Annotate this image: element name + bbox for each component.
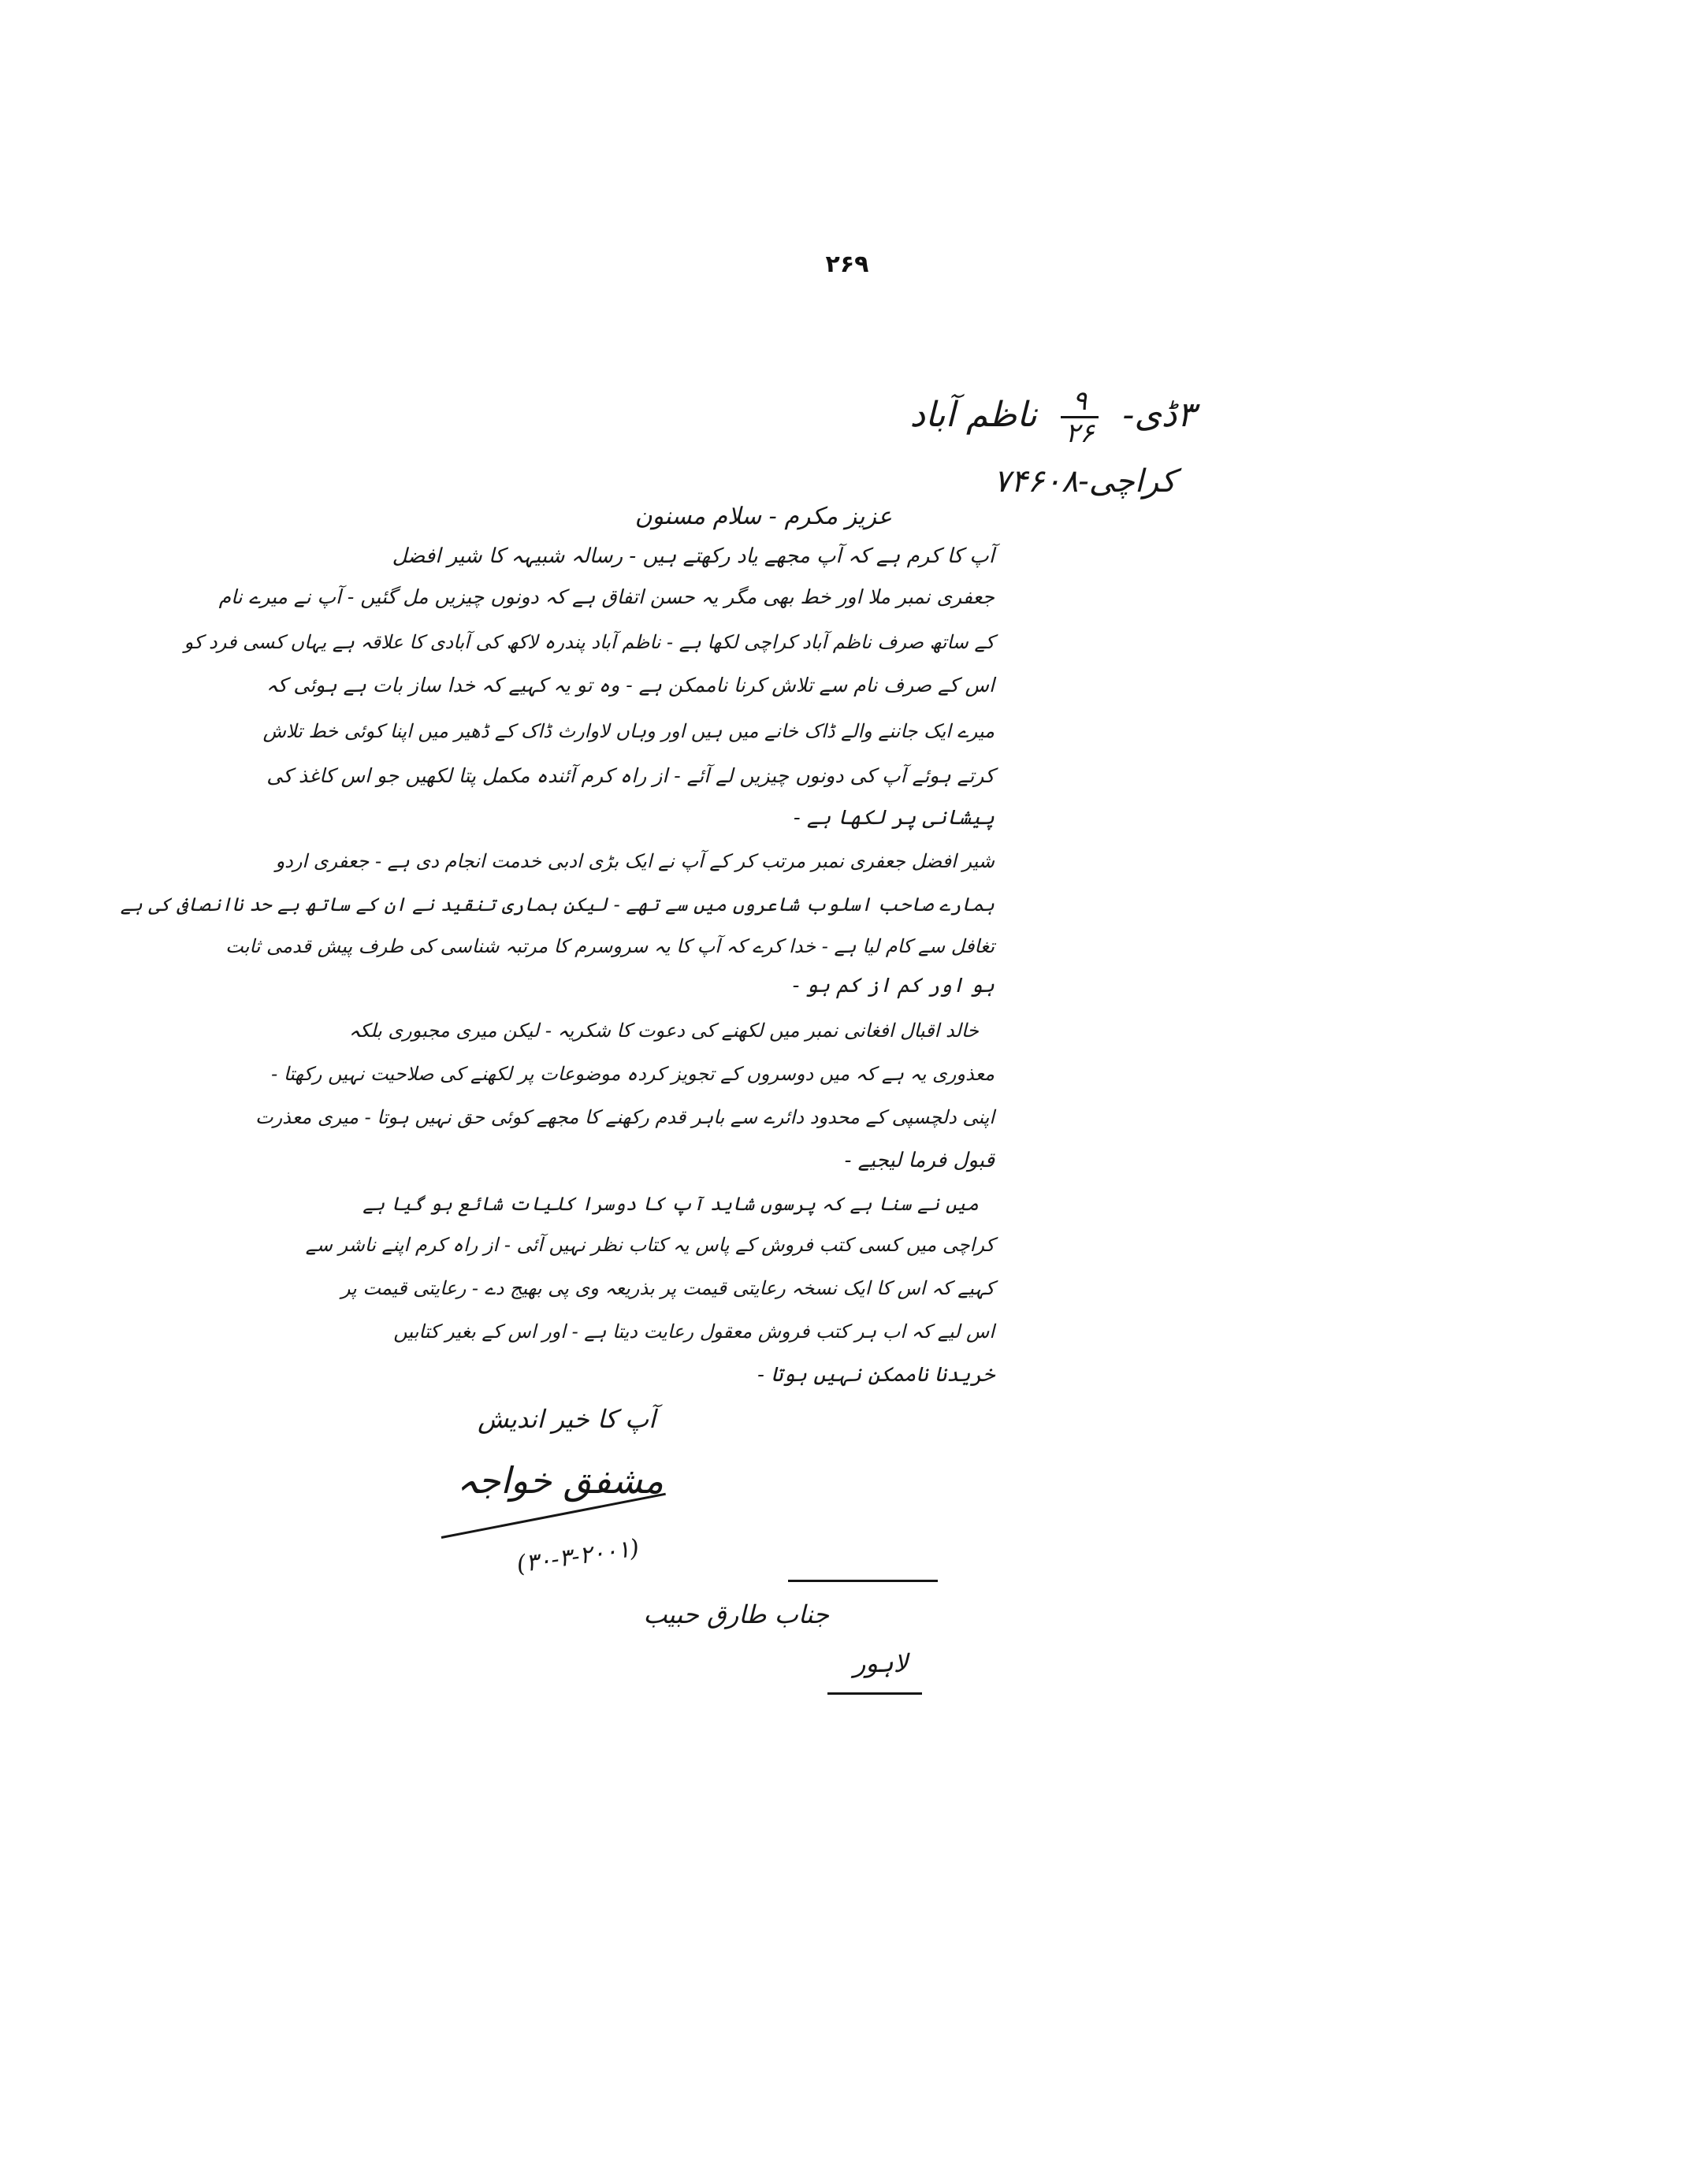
body-line: جعفری نمبر ملا اور خط بھی مگر یہ حسن اتفاق ہے کہ دونوں چیزیں مل گئیں - آپ نے میرے نام xyxy=(218,585,995,608)
body-line: اس لیے کہ اب ہر کتب فروش معقول رعایت دیتا ہے - اور اس کے بغیر کتابیں xyxy=(393,1320,995,1343)
body-line: کراچی میں کسی کتب فروش کے پاس یہ کتاب نظر نہیں آئی - از راہ کرم اپنے ناشر سے xyxy=(305,1234,995,1256)
recipient-name: جناب طارق حبیب xyxy=(643,1599,829,1629)
recipient-city: لاہور xyxy=(853,1648,908,1678)
body-line: خالد اقبال افغانی نمبر میں لکھنے کی دعوت کا شکریہ - لیکن میری مجبوری بلکہ xyxy=(348,1020,979,1042)
page-number: ۲۶۹ xyxy=(825,251,869,278)
body-line: کرتے ہوئے آپ کی دونوں چیزیں لے آئے - از راہ کرم آئندہ مکمل پتا لکھیں جو اس کاغذ کی xyxy=(266,764,995,787)
body-line: قبول فرما لیجیے - xyxy=(844,1149,995,1172)
plot-denominator: ۲۶ xyxy=(1065,418,1095,449)
body-line: کہیے کہ اس کا ایک نسخہ رعایتی قیمت پر بذریعہ وی پی بھیج دے - رعایتی قیمت پر xyxy=(340,1277,995,1299)
sender-address-city: کراچی-۷۴۶۰۸ xyxy=(993,463,1176,500)
recipient-city-underline xyxy=(827,1692,922,1695)
body-line: میں نے سنا ہے کہ پرسوں شاید آپ کا دوسرا کلیات شائع ہو گیا ہے xyxy=(363,1193,979,1215)
body-line: خریدنا ناممکن نہیں ہوتا - xyxy=(757,1363,995,1387)
body-line: کے ساتھ صرف ناظم آباد کراچی لکھا ہے - ناظم آباد پندرہ لاکھ کی آبادی کا علاقہ ہے یہاں کسی فرد کو xyxy=(184,631,995,653)
plot-number-fraction xyxy=(1061,386,1099,448)
letter-date: (۳۰-۳-۲۰۰۱) xyxy=(515,1534,641,1579)
body-line: میرے ایک جاننے والے ڈاک خانے میں ہیں اور وہاں لاوارث ڈاک کے ڈھیر میں اپنا کوئی خط تلاش xyxy=(262,720,995,742)
body-line: شیر افضل جعفری نمبر مرتب کر کے آپ نے ایک بڑی ادبی خدمت انجام دی ہے - جعفری اردو xyxy=(275,850,995,872)
body-line: پیشانی پر لکھا ہے - xyxy=(793,806,995,830)
salutation: عزیز مکرم - سلام مسنون xyxy=(634,503,892,530)
recipient-topline xyxy=(788,1580,938,1582)
body-line: اس کے صرف نام سے تلاش کرنا ناممکن ہے - وہ تو یہ کہیے کہ خدا ساز بات ہے ہوئی کہ xyxy=(266,674,995,696)
body-line: اپنی دلچسپی کے محدود دائرے سے باہر قدم رکھنے کا مجھے کوئی حق نہیں ہوتا - میری معذرت xyxy=(255,1106,995,1128)
address-area: ناظم آباد xyxy=(909,395,1037,435)
body-line: آپ کا کرم ہے کہ آپ مجھے یاد رکھتے ہیں - رسالہ شبیہہ کا شیر افضل xyxy=(392,544,995,568)
body-line: معذوری یہ ہے کہ میں دوسروں کے تجویز کردہ موضوعات پر لکھنے کی صلاحیت نہیں رکھتا - xyxy=(271,1063,995,1085)
street-prefix: ۳ڈی- xyxy=(1122,395,1195,435)
sender-address-street xyxy=(910,386,1196,448)
plot-numerator: ۹ xyxy=(1061,386,1099,418)
body-line: تغافل سے کام لیا ہے - خدا کرے کہ آپ کا یہ سروسرم کا مرتبہ شناسی کی طرف پیش قدمی ثابت xyxy=(225,935,995,957)
body-line: ہمارے صاحب اسلوب شاعروں میں سے تھے - لیکن ہماری تنقید نے ان کے ساتھ بے حد ناانصافی کی ہے xyxy=(120,893,995,916)
body-line: ہو اور کم از کم ہو - xyxy=(792,974,995,997)
closing-line: آپ کا خیر اندیش xyxy=(478,1404,656,1434)
signature: مشفق خواجہ xyxy=(456,1459,664,1502)
